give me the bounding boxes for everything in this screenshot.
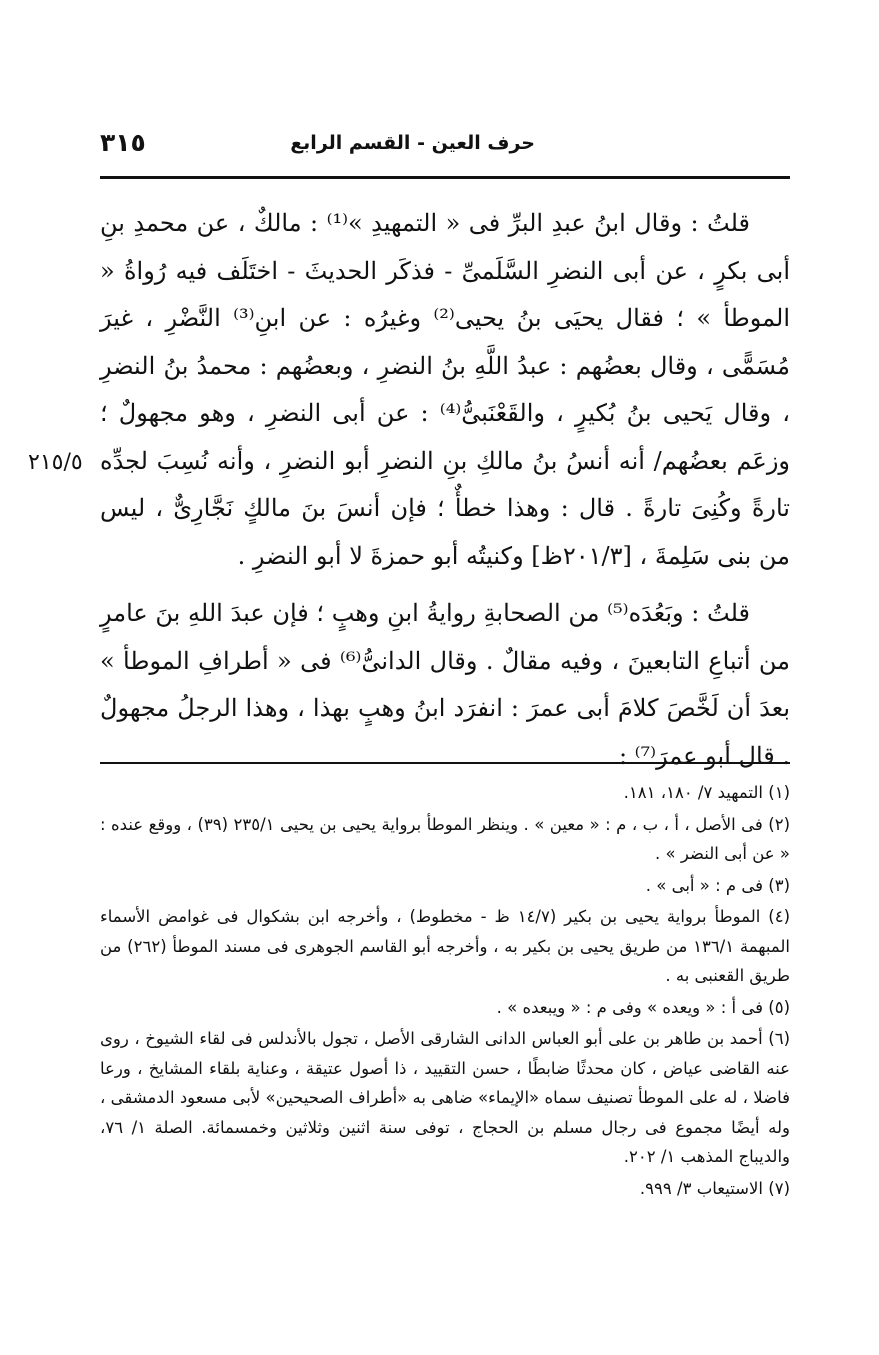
footnote: (١) التمهيد ٧/ ١٨٠، ١٨١. xyxy=(623,783,790,802)
margin-reference: ٢١٥/٥ xyxy=(28,450,83,475)
header-rule xyxy=(100,176,790,179)
footnote: (٤) الموطأ برواية يحيى بن بكير (١٤/٧ ظ - مخطوط) ، وأخرجه ابن بشكوال فى غوامض الأسماء المبهمة ١٣٦/١ من طريق يحيى بن بكير به ، وأخرجه أبو القاسم الجوهرى فى مسند الموطأ (٢٦٢) من طريق القعنبى به . xyxy=(100,907,790,985)
footnote: (٥) فى أ : « ويعده » وفى م : « ويبعده » . xyxy=(496,997,790,1017)
paragraph: قلتُ : وبَعُدَه⁽⁵⁾ من الصحابةِ روايةُ ابنِ وهبٍ ؛ فإن عبدَ اللهِ بنَ عامرٍ من أتباعِ التابعينَ ، وفيه مقالٌ . وقال الدانىُّ⁽⁶⁾ فى « أطرافِ الموطأ » بعدَ أن لَخَّصَ كلامَ أبى عمرَ : انفرَد ابنُ وهبٍ بهذا ، وهذا الرجلُ مجهولٌ . قال أبو عمرَ⁽⁷⁾ : xyxy=(100,599,790,770)
page-number: ٣١٥ xyxy=(100,128,146,157)
paragraph: قلتُ : وقال ابنُ عبدِ البرِّ فى « التمهيدِ »⁽¹⁾ : مالكٌ ، عن محمدِ بنِ أبى بكرٍ ، عن أبى النضرِ السَّلَمىِّ - فذكَر الحديثَ - اختَلَف فيه رُواةُ « الموطأ » ؛ فقال يحيَى بنُ يحيى⁽²⁾ وغيرُه : عن ابنِ⁽³⁾ النَّضْرِ ، غيرَ مُسَمًّى ، وقال بعضُهم : عبدُ اللَّهِ بنُ النضرِ ، وبعضُهم : محمدُ بنُ النضرِ ، وقال يَحيى بنُ بُكيرٍ ، والقَعْنَبىُّ⁽⁴⁾ : عن أبى النضرِ ، وهو مجهولٌ ؛ وزعَم بعضُهم/ أنه أنسُ بنُ مالكِ بنِ النضرِ أبو النضرِ ، وأنه نُسِبَ لجدِّه تارةً وكُنِىَ تارةً . قال : وهذا خطأٌ ؛ فإن أنسَ بنَ مالكٍ نَجَّارِىٌّ ، ليس من بنى سَلِمةَ ، [٢٠١/٣ظ] وكنيتُه أبو حمزةَ لا أبو النضرِ . xyxy=(100,209,791,570)
footnote-rule xyxy=(100,762,790,764)
page-header xyxy=(100,128,790,166)
footnotes xyxy=(100,778,790,1205)
footnote: (٣) فى م : « أبى » . xyxy=(645,875,790,895)
footnote: (٧) الاستيعاب ٣/ ٩٩٩. xyxy=(639,1178,790,1198)
running-title: حرف العين - القسم الرابع xyxy=(290,132,535,154)
footnote: (٢) فى الأصل ، أ ، ب ، م : « معين » . وينظر الموطأ برواية يحيى بن يحيى ٢٣٥/١ (٣٩) ، ووقع عنده : « عن أبى النضر » . xyxy=(100,814,791,863)
main-text xyxy=(100,200,790,780)
footnote: (٦) أحمد بن طاهر بن على أبو العباس الدانى الشارقى الأصل ، تجول بالأندلس فى لقاء الشيوخ ، روى عنه القاضى عياض ، كان محدثًا ضابطًا ، حسن التقييد ، ذا أصول عتيقة ، وعناية بلقاء المشايخ ، ورعا فاضلا ، له على الموطأ تصنيف سماه «الإيماء» ضاهى به «أطراف الصحيحين» لأبى مسعود الدمشقى ، وله أيضًا مجموع فى رجال مسلم بن الحجاج ، توفى سنة اثنين وثلاثين وخمسمائة. الصلة ١/ ٧٦، والديباج المذهب ١/ ٢٠٢. xyxy=(100,1029,790,1166)
